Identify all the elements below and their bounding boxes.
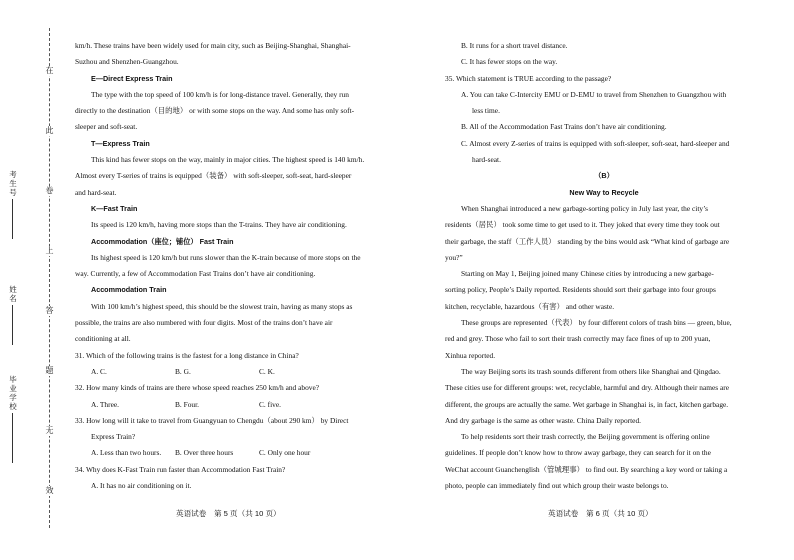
school-field [6, 375, 20, 463]
name-field [6, 285, 20, 345]
passage-line: sorting policy, People’s Daily reported. Residents should sort their garbage into four groups [445, 285, 716, 295]
passage-line: Suzhou and Shenzhen-Guangzhou. [75, 57, 179, 67]
seal-char: 在 [45, 66, 54, 75]
answer-option: Express Train? [91, 432, 136, 442]
passage-line: These cities use for different groups: wet, recyclable, harmful and dry. Although their names are [445, 383, 730, 393]
passage-line: Its speed is 120 km/h, having more stops than the T-trains. They have air conditioning. [91, 220, 347, 230]
passage-line: residents（居民） took some time to get used to it. They joked that every time they took out [445, 220, 720, 230]
answer-option: C. Almost every Z-series of trains is equipped with soft-sleeper, soft-seat, hard-sleeper and [461, 138, 730, 148]
answer-option: A. C. [91, 366, 107, 376]
passage-line: directly to the destination（目的地） or with some stops on the way. And some has only soft- [75, 106, 355, 116]
passage-line: km/h. These trains have been widely used for main city, such as Beijing-Shanghai, Shanghai- [75, 41, 351, 50]
name-label: 姓 名 [9, 285, 17, 303]
left-column [75, 38, 385, 494]
question-stem: 31. Which of the following trains is the fastest for a long distance in China? [75, 350, 299, 360]
answer-option: A. It has no air conditioning on it. [91, 481, 192, 491]
passage-line: The way Beijing sorts its trash sounds different from others like Shanghai and Qingdao. [461, 366, 721, 376]
seal-char: 卷 [45, 186, 54, 195]
answer-option: B. Four. [175, 399, 200, 409]
passage-line: their garbage, the staff（工作人员） standing by the bins would ask “What kind of garbage are [445, 236, 730, 246]
exam-number-label: 考 生 号 [9, 170, 17, 197]
answer-option: A. Three. [91, 399, 119, 409]
answer-option: B. Over three hours [175, 448, 234, 458]
section-title: （B） [594, 171, 614, 181]
passage-line: guidelines. If people don’t know how to throw away garbage, they can search for it on the [445, 448, 711, 458]
passage-line: Its highest speed is 120 km/h but runs slower than the K-train because of more stops on the [91, 252, 361, 262]
page-footer-right: 英语试卷 第 6 页（共 10 页） [548, 509, 653, 518]
passage-line: WeChat account Guanchenglish（管城理事） to find out. By searching a key word or taking a [445, 464, 728, 474]
passage-line: To help residents sort their trash correctly, the Beijing government is offering online [461, 432, 710, 442]
seal-char: 答 [45, 306, 54, 315]
answer-options-row [75, 445, 385, 461]
binding-margin [0, 0, 64, 560]
passage-line: red and grey. Those who fail to sort their trash correctly may face fines of up to 200 yuan, [445, 334, 711, 344]
passage-line: This kind has fewer stops on the way, mainly in major cities. The highest speed is 140 km/h. [91, 155, 365, 165]
question-stem: 35. Which statement is TRUE according to the passage? [445, 73, 612, 83]
passage-line: With 100 km/h’s highest speed, this should be the slowest train, having as many stops as [91, 301, 353, 311]
exam-number-field [6, 170, 20, 239]
passage-line: And dry garbage is the same as other waste. China Daily reported. [445, 415, 641, 425]
answer-option: A. You can take C-Intercity EMU or D-EMU to travel from Shenzhen to Guangzhou with [461, 89, 727, 99]
answer-option: C. K. [259, 366, 275, 376]
right-column [445, 38, 763, 494]
answer-option-continued: hard-seat. [472, 155, 501, 165]
passage-line: The type with the top speed of 100 km/h is for long-distance travel. Generally, they run [91, 89, 349, 99]
seal-char: 无 [45, 426, 54, 435]
answer-option: C. It has fewer stops on the way. [461, 57, 558, 67]
question-stem: 33. How long will it take to travel from Guangyuan to Chengdu（about 290 km） by Direct [75, 415, 349, 425]
question-stem: 34. Why does K-Fast Train run faster than Accommodation Fast Train? [75, 464, 286, 474]
passage-line: kitchen, recyclable, hazardous（有害） and other waste. [445, 301, 615, 311]
answer-option: B. It runs for a short travel distance. [461, 41, 568, 50]
school-label: 毕 业 学 校 [9, 375, 17, 411]
answer-options-row [75, 397, 385, 413]
question-stem: 32. How many kinds of trains are there whose speed reaches 250 km/h and above? [75, 383, 320, 393]
passage-line: Almost every T-series of trains is equipped（装备） with soft-sleeper, soft-seat, hard-sleeper [75, 171, 352, 181]
passage-line: conditioning at all. [75, 334, 131, 344]
passage-line: way. Currently, a few of Accommodation Fast Trains don’t have air conditioning. [75, 269, 316, 279]
passage-line: Starting on May 1, Beijing joined many Chinese cities by introducing a new garbage- [461, 269, 714, 279]
answer-options-row [75, 364, 385, 380]
page-footer-left: 英语试卷 第 5 页（共 10 页） [176, 509, 281, 518]
passage-line: different, the groups are actually the same. Wet garbage in Shanghai is, in fact, kitchen garbage. [445, 399, 729, 409]
answer-option: C. five. [259, 399, 281, 409]
train-type-heading: K—Fast Train [91, 203, 138, 213]
seal-char: 效 [45, 486, 54, 495]
seal-char: 此 [45, 126, 54, 135]
passage-line: sleeper and soft-seat. [75, 122, 138, 132]
passage-line: possible, the trains are also numbered with four digits. Most of the trains don’t have air [75, 318, 333, 328]
seal-char: 上 [45, 246, 54, 255]
train-type-heading: Accommodation Train [91, 285, 167, 295]
passage-line: you?” [445, 252, 463, 262]
train-type-heading: E—Direct Express Train [91, 73, 173, 83]
answer-option: B. G. [175, 366, 191, 376]
answer-option: B. All of the Accommodation Fast Trains don’t have air conditioning. [461, 122, 667, 132]
answer-option-continued: less time. [472, 106, 500, 116]
train-type-heading: T—Express Train [91, 138, 150, 148]
passage-line: and hard-seat. [75, 187, 117, 197]
answer-option: C. Only one hour [259, 448, 311, 458]
seal-char: 题 [45, 366, 54, 375]
section-title: New Way to Recycle [569, 187, 639, 197]
answer-option: A. Less than two hours. [91, 448, 162, 458]
seal-dashed-line [49, 28, 50, 528]
passage-line: Xinhua reported. [445, 350, 496, 360]
passage-line: When Shanghai introduced a new garbage-sorting policy in July last year, the city’s [461, 203, 709, 213]
train-type-heading: Accommodation（座位；铺位） Fast Train [91, 236, 234, 246]
passage-line: These groups are represented（代表） by four different colors of trash bins — green, blue, [461, 318, 732, 328]
passage-line: photo, people can immediately find out which group their waste belongs to. [445, 481, 669, 491]
